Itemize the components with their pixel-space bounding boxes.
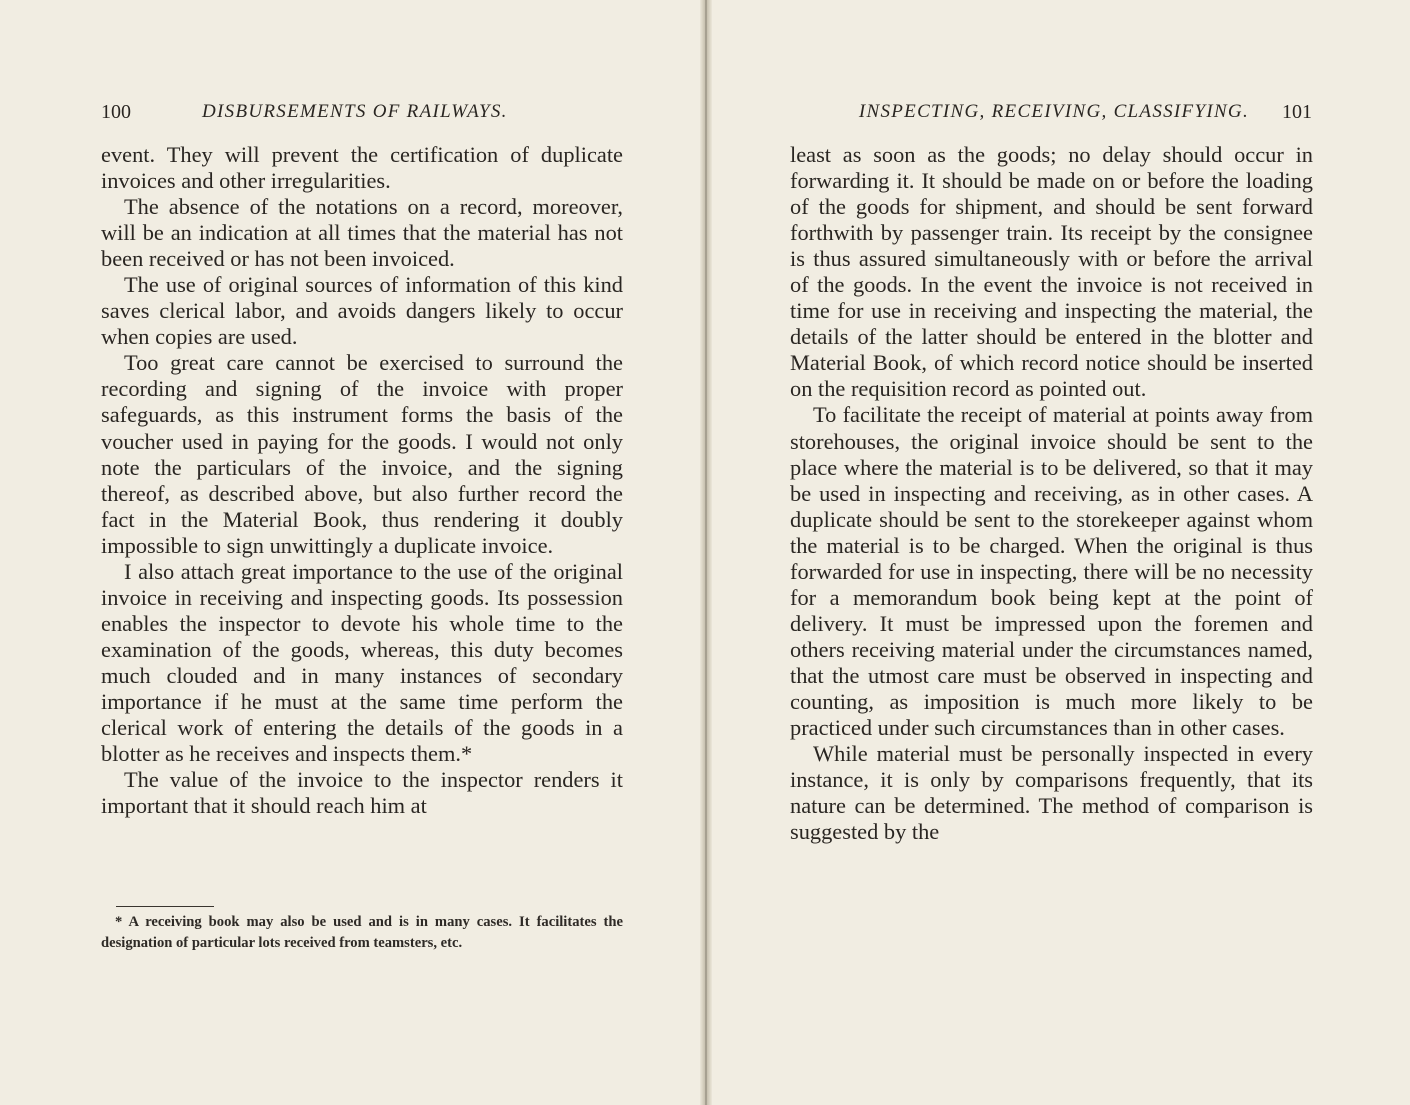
right-page-header [790,99,1312,125]
left-page-header [101,99,622,125]
left-page-body [101,142,623,819]
running-head: DISBURSEMENTS OF RAILWAYS. [202,101,508,122]
right-page [705,0,1410,1105]
paragraph: The absence of the notations on a record, moreover, will be an indication at all times that the material has not been received or has not been invoiced. [101,194,623,272]
page-number: 101 [1282,101,1312,123]
paragraph: While material must be personally inspected in every instance, it is only by comparisons frequently, that its nature can be determined. The method of comparison is suggested by the [790,741,1313,845]
right-page-body [790,142,1313,845]
paragraph: event. They will prevent the certification of duplicate invoices and other irregularities. [101,142,623,194]
paragraph: The use of original sources of information of this kind saves clerical labor, and avoids dangers likely to occur when copies are used. [101,272,623,350]
footnote-divider [116,906,214,907]
page-number: 100 [101,101,131,123]
running-head: INSPECTING, RECEIVING, CLASSIFYING. [858,101,1249,122]
book-gutter [700,0,712,1105]
paragraph: I also attach great importance to the use of the original invoice in receiving and inspecting goods. Its possession enables the inspector to devote his whole time to the examination of the goods, whereas, this duty becomes much clouded and in many instances of secondary importance if he must at the same time perform the clerical work of entering the details of the goods in a blotter as he receives and inspects them.* [101,558,623,767]
paragraph: The value of the invoice to the inspector renders it important that it should reach him at [101,767,623,819]
paragraph: To facilitate the receipt of material at points away from storehouses, the original invoice should be sent to the place where the material is to be delivered, so that it may be used in inspecting and receiving, as in other cases. A duplicate should be sent to the storekeeper against whom the material is to be charged. When the original is thus forwarded for use in inspecting, there will be no necessity for a memorandum book being kept at the point of delivery. It must be impressed upon the foremen and others receiving material under the circumstances named, that the utmost care must be observed in inspecting and counting, as imposition is much more likely to be practiced under such circumstances than in other cases. [790,402,1313,741]
paragraph: least as soon as the goods; no delay should occur in forwarding it. It should be made on or before the loading of the goods for shipment, and should be sent forward forthwith by passenger train. Its receipt by the consignee is thus assured simultaneously with or before the arrival of the goods. In the event the invoice is not received in time for use in receiving and inspecting the material, the details of the latter should be entered in the blotter and Material Book, of which record notice should be inserted on the requisition record as pointed out. [790,142,1313,402]
footnote: * A receiving book may also be used and is in many cases. It facilitates the designation of particular lots received from teamsters, etc. [101,914,623,951]
paragraph: Too great care cannot be exercised to surround the recording and signing of the invoice with proper safeguards, as this instrument forms the basis of the voucher used in paying for the goods. I would not only note the particulars of the invoice, and the signing thereof, as described above, but also further record the fact in the Material Book, thus rendering it doubly impossible to sign unwittingly a duplicate invoice. [101,350,623,558]
